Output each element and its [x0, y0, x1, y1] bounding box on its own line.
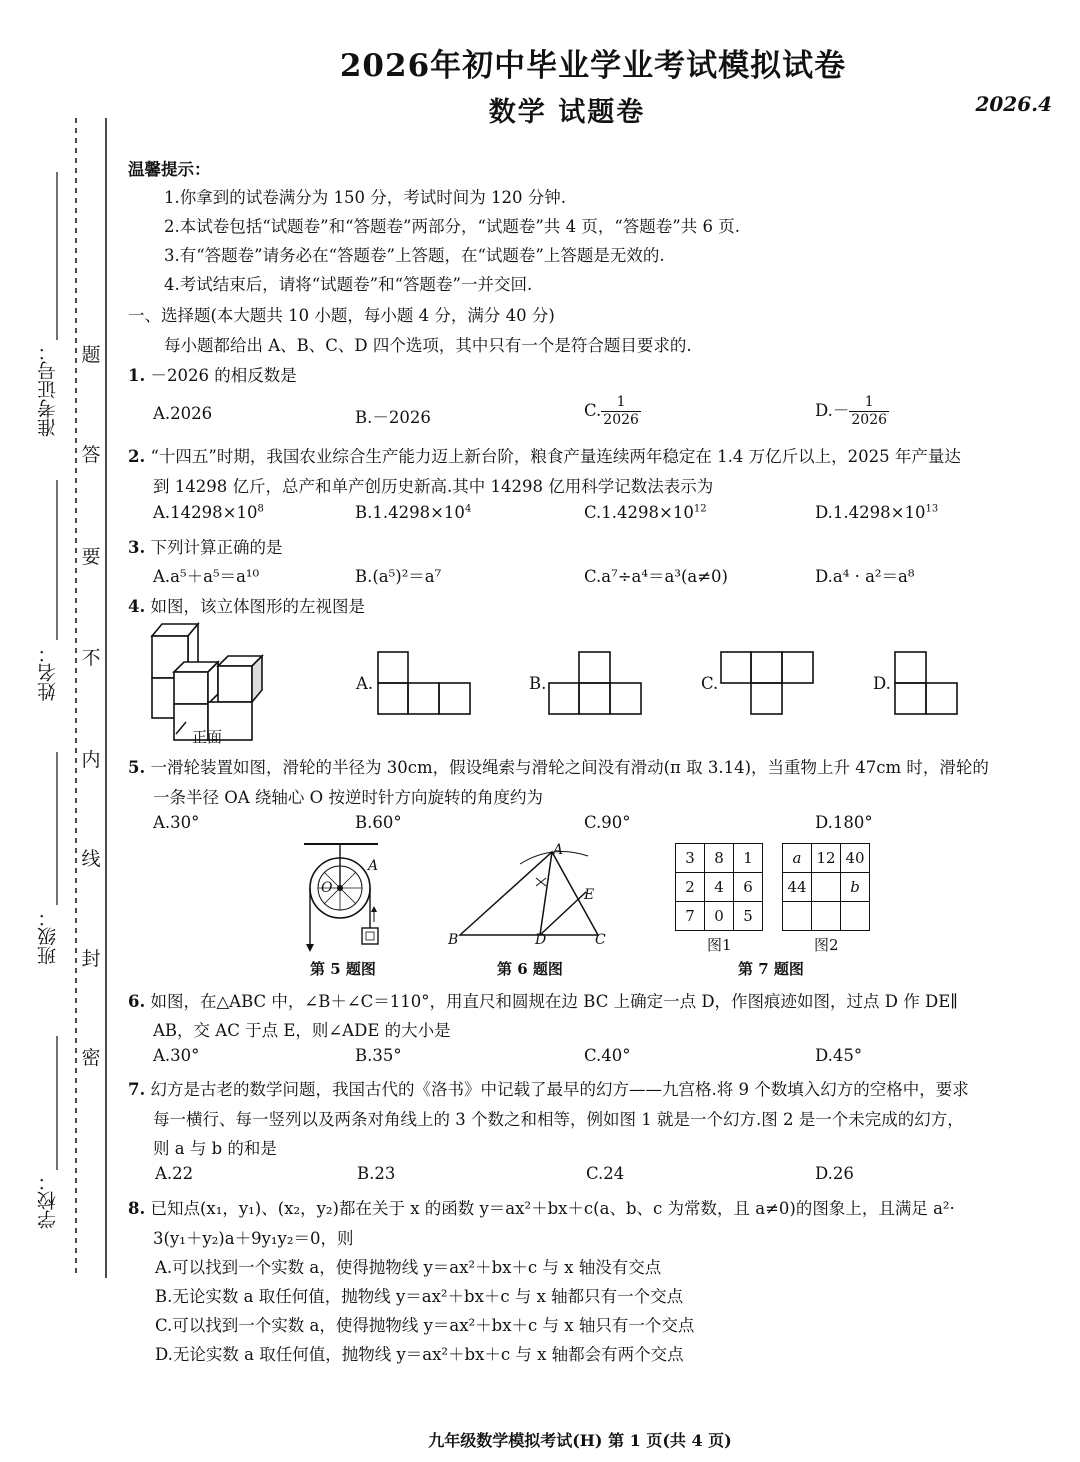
class-label: 班级： — [37, 908, 59, 965]
tri-label-e: E — [584, 887, 595, 903]
tri-label-b: B — [448, 932, 459, 948]
q7-option-d: D.26 — [815, 1164, 854, 1183]
grid1-label: 图1 — [707, 936, 732, 954]
grid-cell: 7 — [676, 902, 705, 931]
q1-option-d: D.－ $\frac{1}{2026}$ — [815, 394, 888, 428]
q4-option-b-view[interactable] — [547, 650, 643, 716]
pulley-label-a: A — [368, 858, 379, 874]
question-5-line2: 一条半径 OA 绕轴心 O 按逆时针方向旋转的角度约为 — [153, 788, 543, 807]
grid-cell: b — [841, 873, 870, 902]
question-4: 4. 如图，该立体图形的左视图是 — [128, 597, 365, 616]
seal-char: 内 — [81, 749, 101, 771]
seal-char: 题 — [81, 344, 101, 366]
q7-option-a: A.22 — [155, 1164, 194, 1183]
question-7-line1: 7. 幻方是古老的数学问题，我国古代的《洛书》中记载了最早的幻方——九宫格.将 9 个数填入幻方的空格中，要求 — [128, 1080, 969, 1099]
q3-option-c: C.a⁷÷a⁴＝a³(a≠0) — [584, 567, 728, 586]
exam-date: 2026.4 — [975, 92, 1052, 116]
grid-cell: 4 — [705, 873, 734, 902]
grid-cell: 40 — [841, 844, 870, 873]
q1-option-b: B.－2026 — [355, 408, 431, 427]
pulley-label-o: O — [321, 880, 333, 896]
q5-option-d: D.180° — [815, 813, 873, 832]
q3-option-b: B.(a⁵)²＝a⁷ — [355, 567, 442, 586]
magic-square-2 — [782, 843, 870, 931]
pulley-figure — [290, 838, 390, 956]
question-7-line2: 每一横行、每一竖列以及两条对角线上的 3 个数之和相等，例如图 1 就是一个幻方.图 2 是一个未完成的幻方， — [153, 1110, 964, 1129]
grid-cell — [841, 902, 870, 931]
grid-cell: 2 — [676, 873, 705, 902]
question-5-line1: 5. 一滑轮装置如图，滑轮的半径为 30cm，假设绳索与滑轮之间没有滑动(π 取 3.14)，当重物上升 47cm 时，滑轮的 — [128, 758, 989, 777]
grid-cell: 0 — [705, 902, 734, 931]
exam-id-label: 准考证号： — [37, 342, 59, 437]
seal-char: 要 — [81, 546, 101, 568]
question-2-line1: 2. “十四五”时期，我国农业综合生产能力迈上新台阶，粮食产量连续两年稳定在 1.4 万亿斤以上，2025 年产量达 — [128, 447, 961, 466]
q7-option-c: C.24 — [586, 1164, 625, 1183]
grid-cell — [812, 902, 841, 931]
q2-option-d: $D.1.4298\times 10^{13}$ — [815, 503, 939, 522]
grid-cell: 8 — [705, 844, 734, 873]
grid-cell: a — [783, 844, 812, 873]
tip-item: 1.你拿到的试卷满分为 150 分，考试时间为 120 分钟. — [164, 188, 566, 207]
page-footer: 九年级数学模拟考试(H) 第 1 页(共 4 页) — [428, 1431, 732, 1450]
fig5-caption: 第 5 题图 — [310, 960, 376, 978]
q1-option-c: C. $\frac{1}{2026}$ — [584, 394, 639, 428]
fig6-caption: 第 6 题图 — [497, 960, 563, 978]
grid-cell — [812, 873, 841, 902]
name-label: 姓名： — [37, 644, 59, 701]
section-note: 每小题都给出 A、B、C、D 四个选项，其中只有一个是符合题目要求的. — [164, 336, 692, 355]
q8-option-d: D.无论实数 a 取任何值，抛物线 y＝ax²＋bx＋c 与 x 轴都会有两个交点 — [155, 1345, 684, 1364]
q2-option-a: $A.14298\times 10^8$ — [153, 503, 264, 522]
question-1: 1. －2026 的相反数是 — [128, 366, 297, 385]
q4-option-c-label: C. — [701, 674, 719, 693]
tips-heading: 温馨提示： — [128, 160, 211, 179]
q2-option-b: $B.1.4298\times 10^4$ — [355, 503, 472, 522]
tri-label-c: C — [595, 932, 606, 948]
q7-option-b: B.23 — [357, 1164, 396, 1183]
question-8-line2: 3(y₁＋y₂)a＋9y₁y₂＝0，则 — [153, 1229, 354, 1248]
tip-item: 2.本试卷包括“试题卷”和“答题卷”两部分，“试题卷”共 4 页，“答题卷”共 6 页. — [164, 217, 740, 236]
grid-cell: 3 — [676, 844, 705, 873]
question-3: 3. 下列计算正确的是 — [128, 538, 283, 557]
magic-square-1 — [675, 843, 763, 931]
q5-option-a: A.30° — [153, 813, 200, 832]
q4-option-a-view[interactable] — [376, 650, 472, 716]
seal-char: 密 — [81, 1047, 101, 1069]
question-6-line1: 6. 如图，在△ABC 中，∠B＋∠C＝110°，用直尺和圆规在边 BC 上确定一点 D，作图痕迹如图，过点 D 作 DE∥ — [128, 992, 958, 1011]
page-title: 2026年初中毕业学业考试模拟试卷 — [339, 48, 847, 84]
page-subtitle: 数学 试题卷 — [488, 97, 646, 128]
grid2-label: 图2 — [814, 936, 839, 954]
q6-option-d: D.45° — [815, 1046, 863, 1065]
q3-option-d: D.a⁴ · a²＝a⁸ — [815, 567, 915, 586]
tip-item: 3.有“答题卷”请务必在“答题卷”上答题，在“试题卷”上答题是无效的. — [164, 246, 665, 265]
grid-cell — [783, 902, 812, 931]
seal-char: 线 — [81, 848, 101, 870]
question-6-line2: AB，交 AC 于点 E，则∠ADE 的大小是 — [153, 1021, 451, 1040]
grid-cell: 1 — [734, 844, 763, 873]
q3-option-a: A.a⁵＋a⁵＝a¹⁰ — [153, 567, 260, 586]
tri-label-a: A — [553, 842, 564, 858]
q5-option-c: C.90° — [584, 813, 631, 832]
q8-option-c: C.可以找到一个实数 a，使得抛物线 y＝ax²＋bx＋c 与 x 轴只有一个交点 — [155, 1316, 695, 1335]
grid-cell: 5 — [734, 902, 763, 931]
q6-option-a: A.30° — [153, 1046, 200, 1065]
tip-item: 4.考试结束后，请将“试题卷”和“答题卷”一并交回. — [164, 275, 533, 294]
seal-char: 答 — [81, 444, 101, 466]
fig7-caption: 第 7 题图 — [738, 960, 804, 978]
grid-cell: 44 — [783, 873, 812, 902]
q4-option-c-view[interactable] — [719, 650, 815, 716]
q6-option-c: C.40° — [584, 1046, 631, 1065]
q6-option-b: B.35° — [355, 1046, 402, 1065]
q2-option-c: $C.1.4298\times 10^{12}$ — [584, 503, 707, 522]
front-label: 正面 — [192, 728, 223, 746]
binding-lines — [0, 0, 120, 1462]
q8-option-a: A.可以找到一个实数 a，使得抛物线 y＝ax²＋bx＋c 与 x 轴没有交点 — [155, 1258, 662, 1277]
q4-option-a-label: A. — [356, 674, 374, 693]
question-8-line1: 8. 已知点(x₁，y₁)、(x₂，y₂)都在关于 x 的函数 y＝ax²＋bx＋c(a、b、c 为常数，且 a≠0)的图象上，且满足 a²· — [128, 1199, 955, 1218]
q5-option-b: B.60° — [355, 813, 402, 832]
q4-option-d-view[interactable] — [893, 650, 959, 716]
section-heading: 一、选择题(本大题共 10 小题，每小题 4 分，满分 40 分) — [128, 306, 555, 325]
school-label: 学校： — [37, 1172, 59, 1229]
seal-char: 封 — [81, 948, 101, 970]
tri-label-d: D — [535, 932, 547, 948]
question-2-line2: 到 14298 亿斤，总产和单产创历史新高.其中 14298 亿用科学记数法表示为 — [153, 477, 714, 496]
q4-option-d-label: D. — [873, 674, 891, 693]
q1-option-a: A.2026 — [153, 404, 213, 423]
seal-char: 不 — [81, 647, 101, 669]
grid-cell: 6 — [734, 873, 763, 902]
grid-cell: 12 — [812, 844, 841, 873]
q8-option-b: B.无论实数 a 取任何值，抛物线 y＝ax²＋bx＋c 与 x 轴都只有一个交点 — [155, 1287, 684, 1306]
q4-option-b-label: B. — [529, 674, 547, 693]
question-7-line3: 则 a 与 b 的和是 — [153, 1139, 277, 1158]
